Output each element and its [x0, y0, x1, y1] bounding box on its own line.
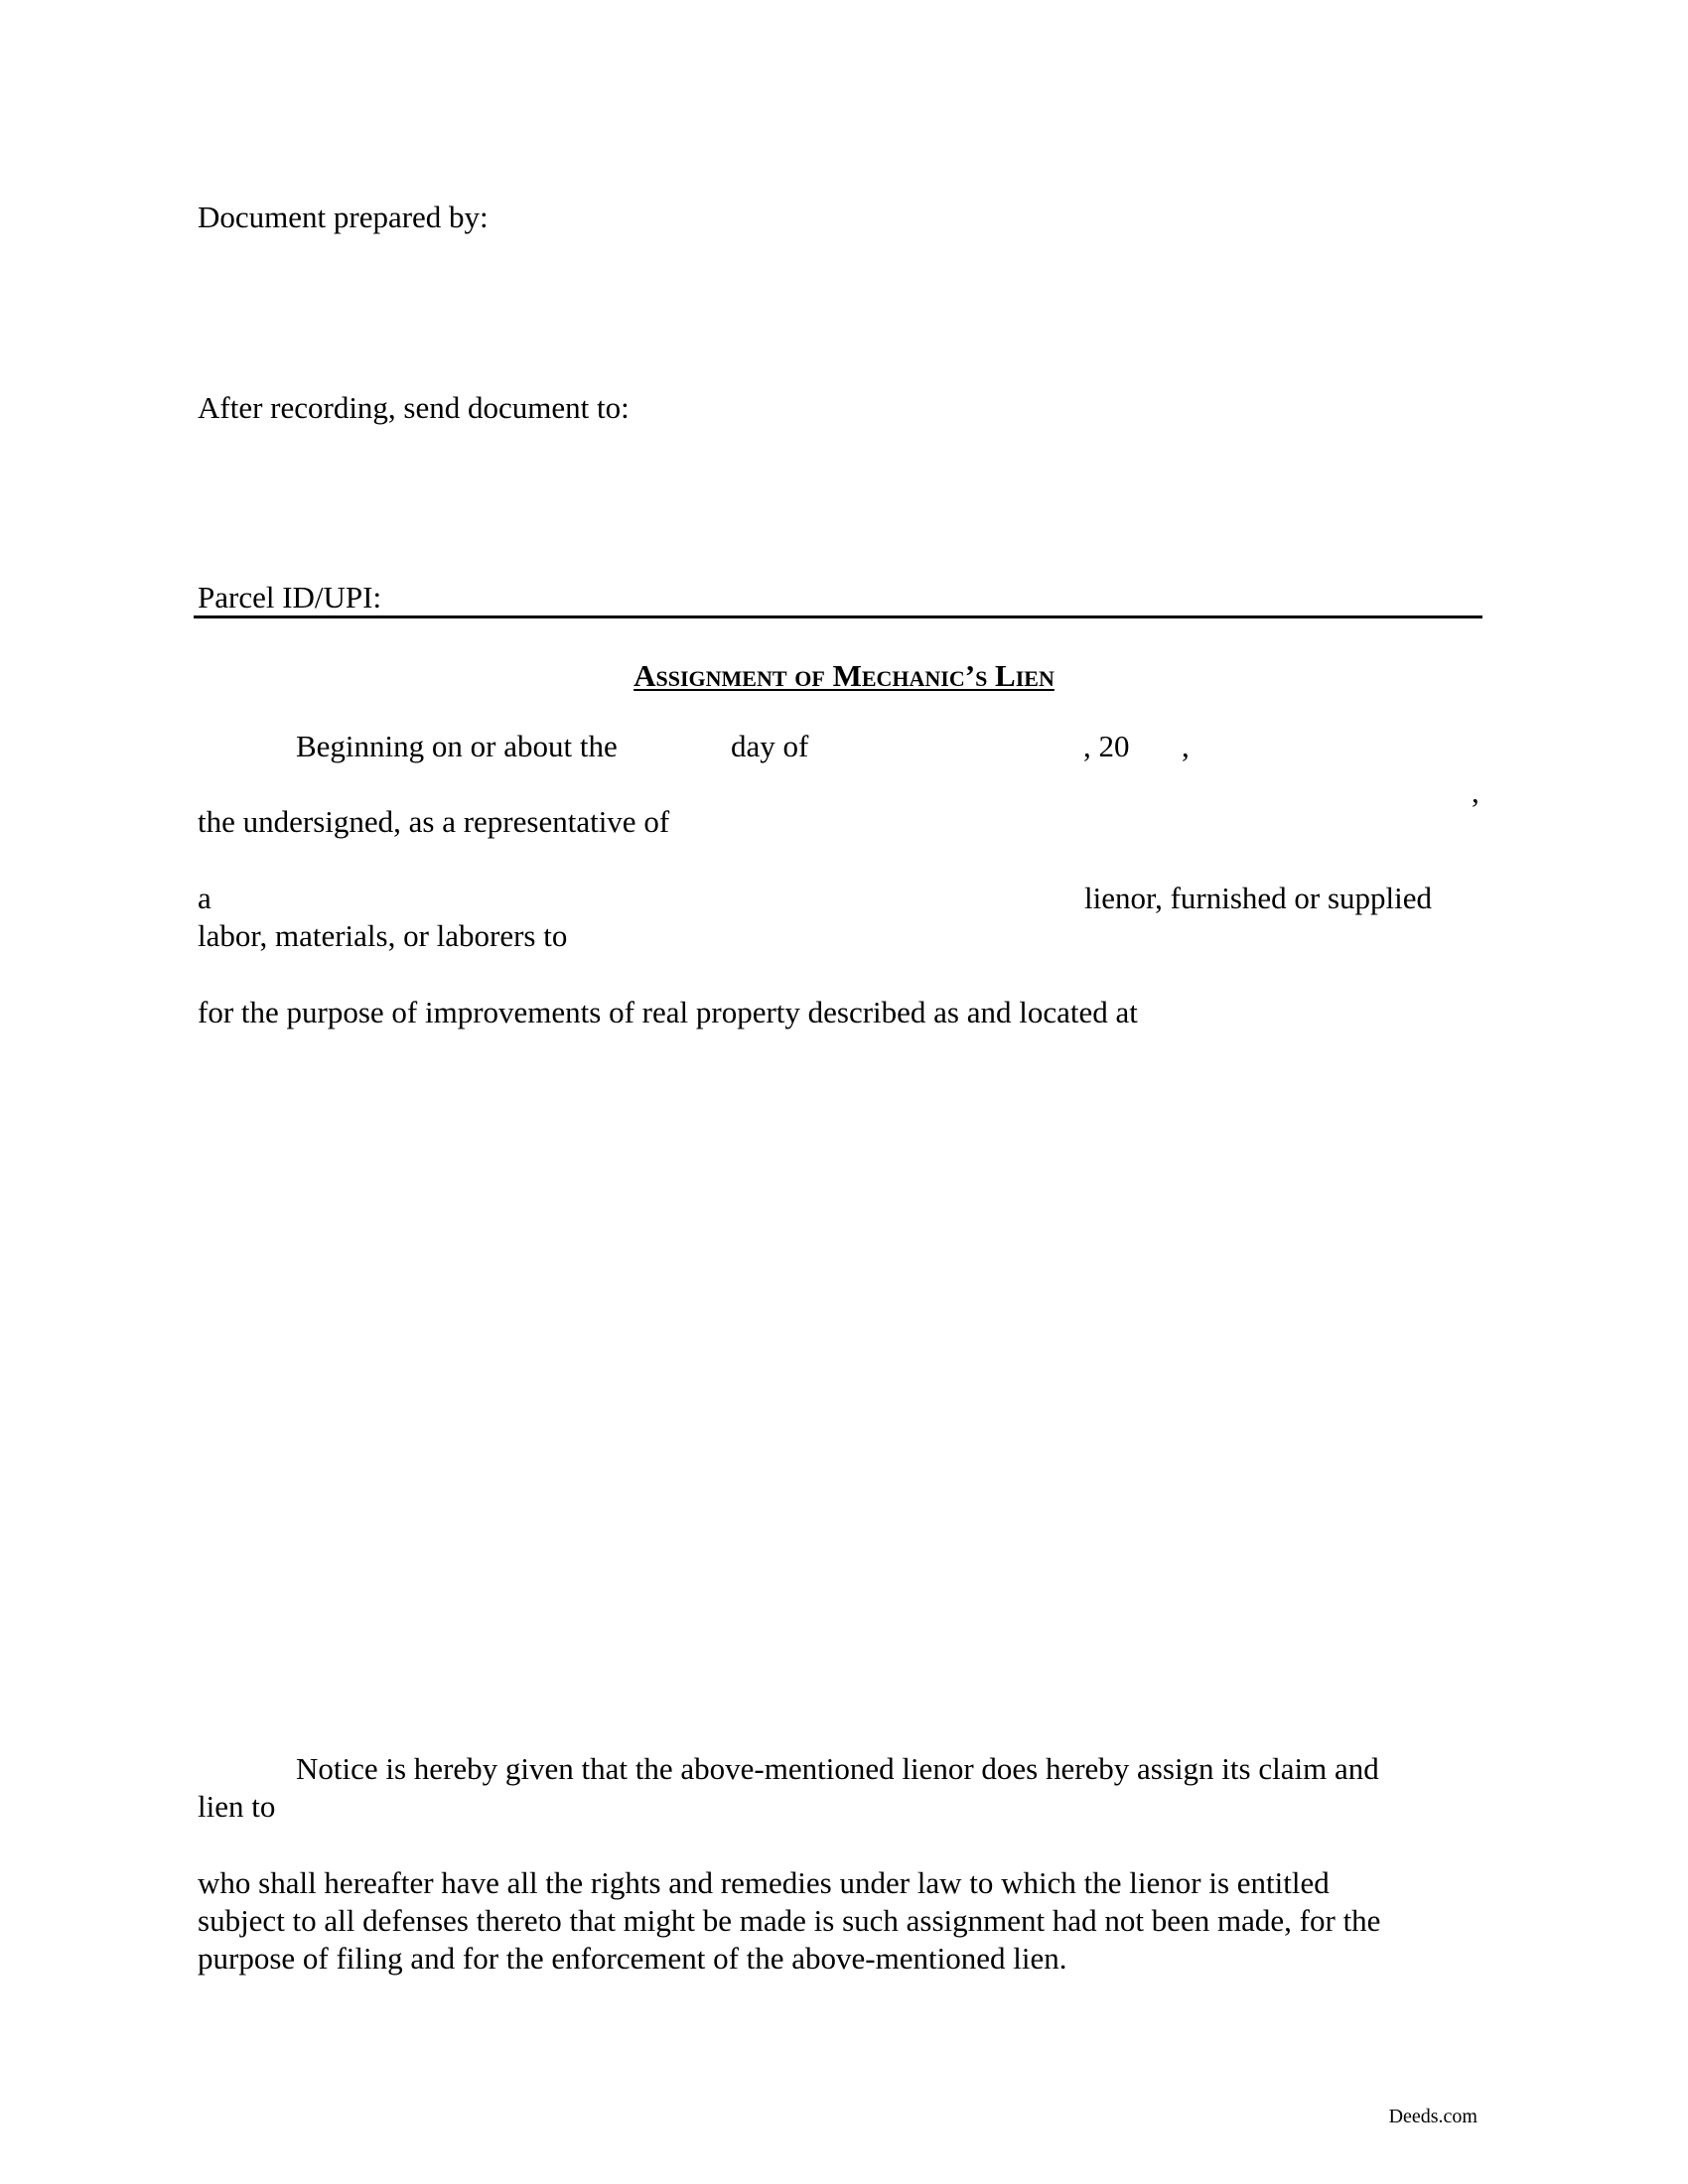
purpose-text: for the purpose of improvements of real property described as and located at	[198, 995, 1138, 1029]
lienor-text: lienor, furnished or supplied	[1084, 881, 1433, 915]
document-title: Assignment of Mechanic’s Lien	[633, 658, 1055, 693]
a-text: a	[198, 881, 211, 915]
prepared-by-label: Document prepared by:	[198, 200, 489, 234]
notice-line-1: Notice is hereby given that the above-mentioned lienor does hereby assign its claim and	[296, 1751, 1379, 1786]
beginning-text: Beginning on or about the	[296, 729, 618, 763]
day-of-text: day of	[731, 729, 809, 763]
parcel-id-label: Parcel ID/UPI:	[198, 580, 382, 614]
comma-after-name: ,	[1472, 774, 1479, 809]
undersigned-text: the undersigned, as a representative of	[198, 804, 670, 839]
header-divider	[194, 615, 1482, 618]
comma-after-year: ,	[1182, 729, 1190, 763]
notice-line-3: who shall hereafter have all the rights and remedies under law to which the lienor is entitled	[198, 1865, 1330, 1900]
notice-line-4: subject to all defenses thereto that might be made is such assignment had not been made, for the	[198, 1903, 1381, 1938]
send-to-label: After recording, send document to:	[198, 390, 630, 425]
notice-line-5: purpose of filing and for the enforcement of the above-mentioned lien.	[198, 1941, 1067, 1976]
year-text: , 20	[1083, 729, 1130, 763]
notice-line-2: lien to	[198, 1789, 276, 1824]
labor-text: labor, materials, or laborers to	[198, 918, 568, 953]
footer-brand: Deeds.com	[1388, 2106, 1477, 2127]
